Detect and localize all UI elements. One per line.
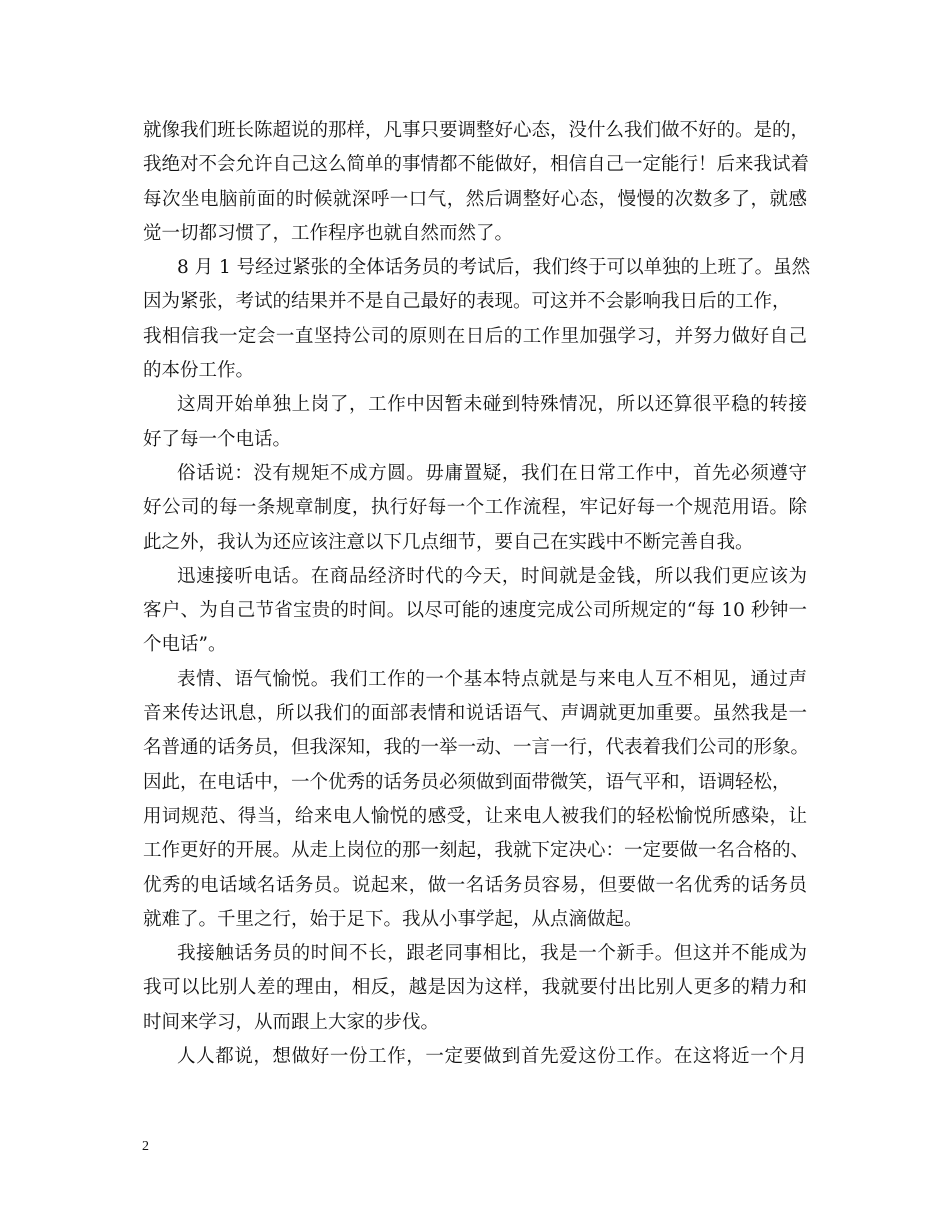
text-line: 就难了。千里之行，始于足下。我从小事学起，从点滴做起。: [143, 908, 643, 930]
document-body: [143, 114, 811, 1074]
text-line: 觉一切都习惯了，工作程序也就自然而然了。: [143, 222, 514, 244]
text-line: 个电话”。: [143, 634, 227, 656]
text-line: 因为紧张，考试的结果并不是自己最好的表现。可这并不会影响我日后的工作，: [143, 291, 791, 313]
text-line: 的本份工作。: [143, 360, 255, 382]
text-line: 我可以比别人差的理由，相反，越是因为这样，我就要付出比别人更多的精力和: [143, 977, 807, 999]
text-line: 我绝对不会允许自己这么简单的事情都不能做好，相信自己一定能行！后来我试着: [143, 154, 810, 176]
text-line: 此之外，我认为还应该注意以下几点细节，要自己在实践中不断完善自我。: [143, 531, 754, 553]
paragraph-first-line: 俗话说：没有规矩不成方圆。毋庸置疑，我们在日常工作中，首先必须遵守: [177, 462, 807, 484]
text-line: 名普通的话务员，但我深知，我的一举一动、一言一行，代表着我们公司的形象。: [143, 737, 810, 759]
text-line: 时间来学习，从而跟上大家的步伐。: [143, 1011, 440, 1033]
paragraph-first-line: 8 月 1 号经过紧张的全体话务员的考试后，我们终于可以单独的上班了。虽然: [177, 257, 811, 279]
text-line: 优秀的电话域名话务员。说起来，做一名话务员容易，但要做一名优秀的话务员: [143, 874, 807, 896]
text-line: 就像我们班长陈超说的那样，凡事只要调整好心态，没什么我们做不好的。是的，: [143, 120, 810, 141]
text-line: 客户、为自己节省宝贵的时间。以尽可能的速度完成公司所规定的“每 10 秒钟一: [143, 600, 807, 622]
paragraph-first-line: 迅速接听电话。在商品经济时代的今天，时间就是金钱，所以我们更应该为: [177, 565, 807, 587]
paragraph-first-line: 人人都说，想做好一份工作，一定要做到首先爱这份工作。在这将近一个月: [177, 1046, 807, 1068]
text-line: 用词规范、得当，给来电人愉悦的感受，让来电人被我们的轻松愉悦所感染，让: [143, 805, 807, 827]
text-line: 好公司的每一条规章制度，执行好每一个工作流程，牢记好每一个规范用语。除: [143, 497, 807, 519]
text-line: 工作更好的开展。从走上岗位的那一刻起，我就下定决心：一定要做一名合格的、: [143, 840, 810, 862]
paragraph-first-line: 表情、语气愉悦。我们工作的一个基本特点就是与来电人互不相见，通过声: [177, 668, 807, 690]
text-line: 音来传达讯息，所以我们的面部表情和说话语气、声调就更加重要。虽然我是一: [143, 703, 807, 725]
text-line: 因此，在电话中，一个优秀的话务员必须做到面带微笑，语气平和，语调轻松，: [143, 771, 791, 793]
text-line: 我相信我一定会一直坚持公司的原则在日后的工作里加强学习，并努力做好自己: [143, 325, 807, 347]
text-line: 好了每一个电话。: [143, 428, 292, 450]
page-number: 2: [142, 1139, 149, 1154]
paragraph-first-line: 我接触话务员的时间不长，跟老同事相比，我是一个新手。但这并不能成为: [177, 943, 807, 965]
text-line: 每次坐电脑前面的时候就深呼一口气，然后调整好心态，慢慢的次数多了，就感: [143, 188, 807, 210]
paragraph-first-line: 这周开始单独上岗了，工作中因暂未碰到特殊情况，所以还算很平稳的转接: [177, 394, 807, 416]
